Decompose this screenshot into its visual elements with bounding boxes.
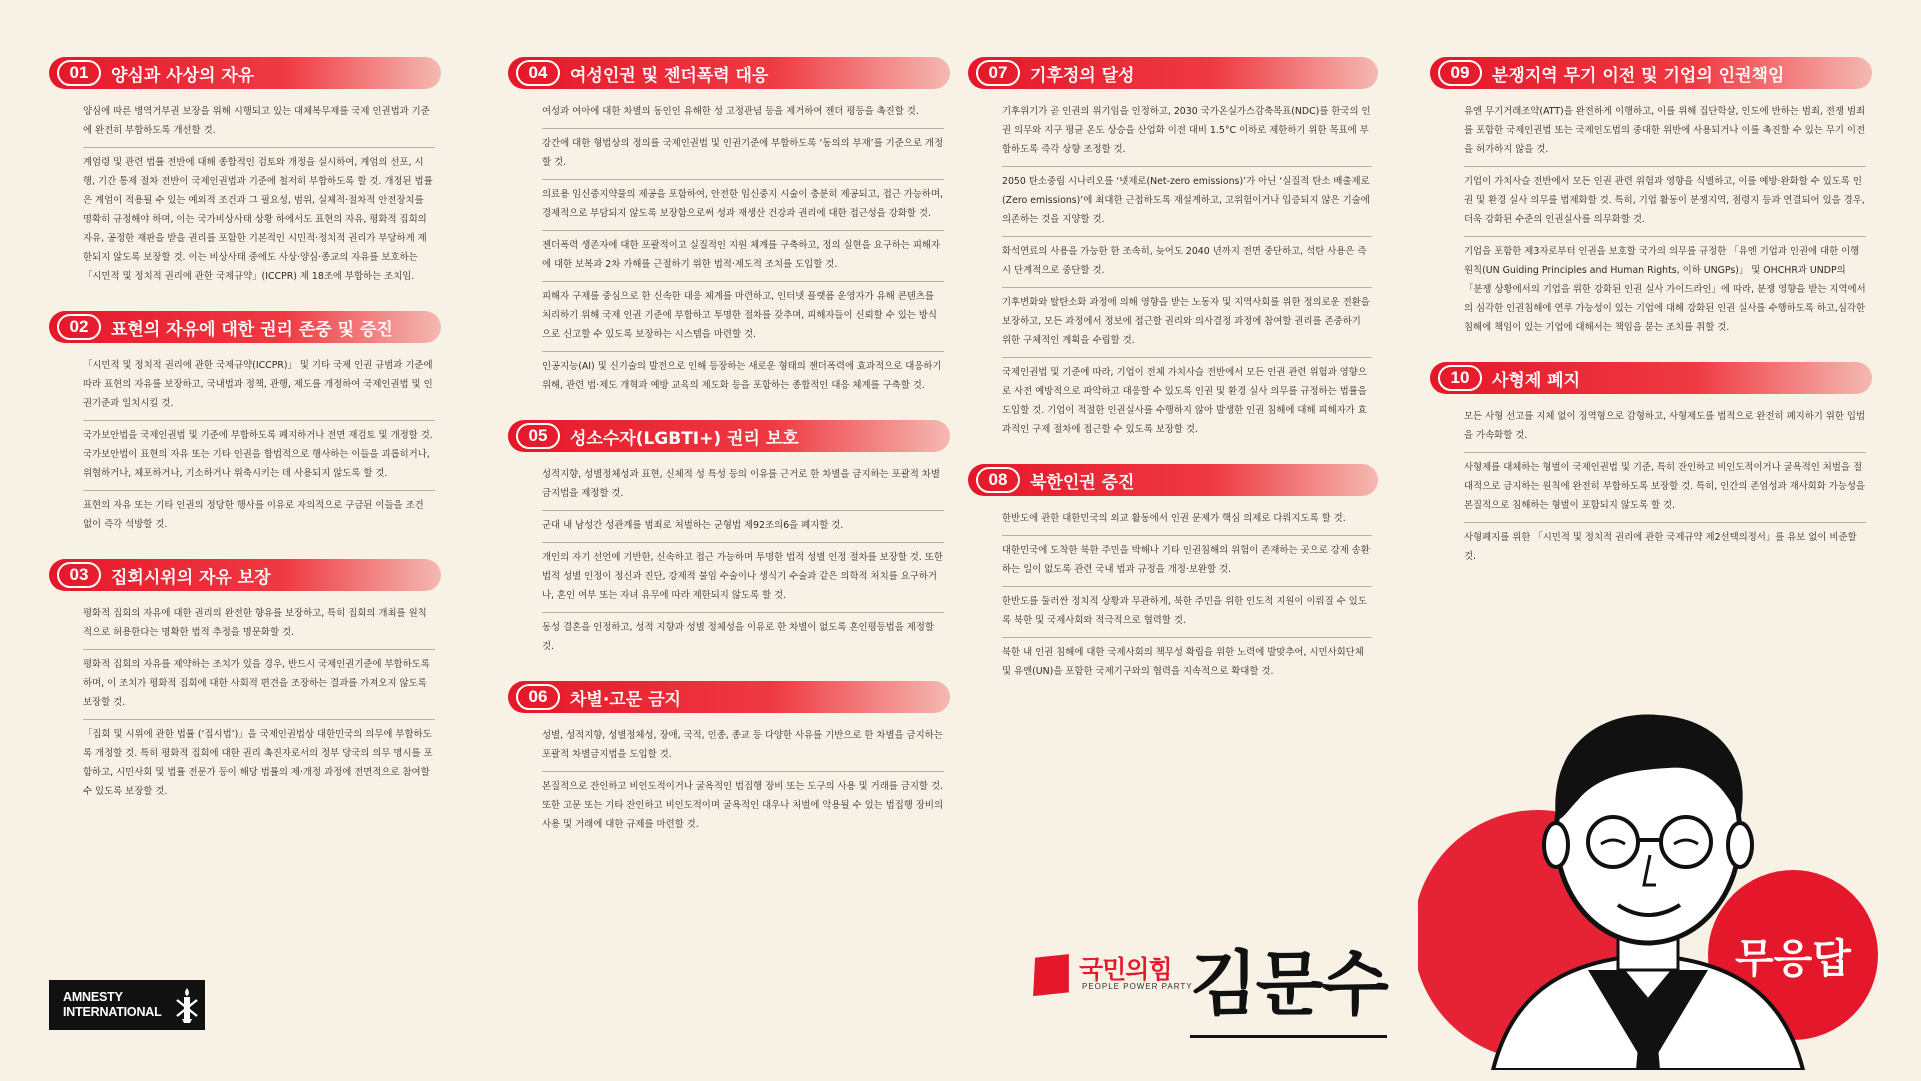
party-english-name: PEOPLE POWER PARTY — [1082, 982, 1193, 991]
section-01 — [49, 57, 441, 293]
pledge-item: 기업을 포함한 제3자로부터 인권을 보호할 국가의 의무를 규정한 「유엔 기업과 인권에 대한 이행 원칙(UN Guiding Principles and Human Rights, 이하 UNGPs)」 및 OHCHR과 UNDP의 「분쟁 상황에서의 기업을 위한 강화된 인권 실사 가이드라인」에 따라, 분쟁 영향을 받는 지역에서의 심각한 인권침해에 연루 가능성이 있는 기업에 대해 강화된 인권 실사를 수행하도록 하고,심각한 침해에 책임이 있는 기업에 대해서는 책임을 묻는 조치를 취할 것. — [1464, 246, 1866, 333]
section-header — [49, 311, 441, 343]
section-header — [49, 559, 441, 591]
section-items — [49, 97, 441, 293]
pledge-item: 북한 내 인권 침해에 대한 국제사회의 책무성 확립을 위한 노력에 발맞추어, 시민사회단체 및 유엔(UN)을 포함한 국제기구와의 협력을 지속적으로 확대할 것. — [1002, 647, 1364, 677]
pledge-item: 모든 사형 선고를 지체 없이 징역형으로 감형하고, 사형제도를 법적으로 완전히 폐지하기 위한 입법을 가속화할 것. — [1464, 402, 1866, 453]
section-title: 차별·고문 금지 — [570, 689, 681, 710]
pledge-item: 표현의 자유 또는 기타 인권의 정당한 행사를 이유로 자의적으로 구금된 이들을 조건 없이 즉각 석방할 것. — [83, 500, 424, 530]
pledge-item: 개인의 자기 선언에 기반한, 신속하고 접근 가능하며 투명한 법적 성별 인정 절차를 보장할 것. 또한 법적 성별 인정이 정신과 진단, 강제적 불임 수술이나 생식기 수술과 같은 의학적 처치를 요구하거나, 혼인 여부 또는 자녀 유무에 따라 제한되지 않도록 할 것. — [542, 543, 944, 613]
section-06 — [508, 681, 950, 841]
pledge-item: 양심에 따른 병역거부권 보장을 위해 시행되고 있는 대체복무제를 국제 인권법과 기준에 완전히 부합하도록 개선할 것. — [83, 97, 435, 148]
section-number: 02 — [57, 314, 101, 340]
amnesty-line2: INTERNATIONAL — [63, 1005, 162, 1019]
section-number: 09 — [1438, 60, 1482, 86]
candle-icon — [174, 986, 200, 1024]
section-header — [968, 464, 1378, 496]
section-title: 성소수자(LGBTI+) 권리 보호 — [570, 428, 799, 449]
section-items — [49, 351, 441, 541]
section-10 — [1430, 362, 1872, 573]
section-number: 10 — [1438, 365, 1482, 391]
pledge-item: 국제인권법 및 기준에 따라, 기업이 전체 가치사슬 전반에서 모든 인권 관련 위험과 영향으로 사전 예방적으로 파악하고 대응할 수 있도록 인권 및 환경 실사 의무를 규정하는 법률을 도입할 것. 기업이 적절한 인권실사를 수행하지 않아 발생한 인권 침해에 대해 피해자가 효과적인 구제 절차에 접근할 수 있도록 보장할 것. — [1002, 367, 1367, 435]
section-header — [968, 57, 1378, 89]
section-title: 사형제 폐지 — [1492, 370, 1581, 391]
pledge-item: 「시민적 및 정치적 권리에 관한 국제규약(ICCPR)」 및 기타 국제 인권 규범과 기준에 따라 표현의 자유를 보장하고, 국내법과 정책, 관행, 제도를 개정하여 국제인권법 및 인권기준과 일치시킬 것. — [83, 351, 435, 421]
pledge-item: 본질적으로 잔인하고 비인도적이거나 굴욕적인 법집행 장비 또는 도구의 사용 및 거래를 금지할 것. 또한 고문 또는 기타 잔인하고 비인도적이며 굴욕적인 대우나 처벌에 악용될 수 있는 법집행 장비의 사용 및 거래에 대한 규제를 마련할 것. — [542, 781, 943, 830]
section-header — [1430, 362, 1872, 394]
pledge-item: 성별, 성적지향, 성별정체성, 장애, 국적, 인종, 종교 등 다양한 사유를 기반으로 한 차별을 금지하는 포괄적 차별금지법을 도입할 것. — [542, 721, 944, 772]
section-title: 여성인권 및 젠더폭력 대응 — [570, 65, 769, 86]
section-title: 분쟁지역 무기 이전 및 기업의 인권책임 — [1492, 65, 1785, 86]
section-header — [508, 57, 950, 89]
pledge-item: 유엔 무기거래조약(ATT)을 완전하게 이행하고, 이를 위해 집단학살, 인도에 반하는 범죄, 전쟁 범죄를 포함한 국제인권법 또는 국제인도법의 중대한 위반에 사용되거나 이를 촉진할 수 있는 무기 이전을 허가하지 않을 것. — [1464, 97, 1866, 167]
pledge-item: 기업이 가치사슬 전반에서 모든 인권 관련 위험과 영향을 식별하고, 이를 예방·완화할 수 있도록 인권 및 환경 실사 의무를 법제화할 것. 특히, 기업 활동이 분쟁지역, 점령지 등과 연결되어 있을 경우, 더욱 강화된 수준의 인권실사를 의무화할 것. — [1464, 167, 1866, 237]
pledge-item: 의료용 임신중지약물의 제공을 포함하여, 안전한 임신중지 시술이 충분히 제공되고, 접근 가능하며, 경제적으로 부담되지 않도록 보장함으로써 성과 재생산 건강과 권리에 대한 접근성을 강화할 것. — [542, 180, 944, 231]
amnesty-logo — [49, 980, 205, 1030]
pledge-item: 평화적 집회의 자유를 제약하는 조치가 있을 경우, 반드시 국제인권기준에 부합하도록 하며, 이 조치가 평화적 집회에 대한 사회적 편견을 조장하는 결과를 가져오지 않도록 보장할 것. — [83, 650, 435, 720]
amnesty-line1: AMNESTY — [63, 990, 123, 1004]
section-08 — [968, 464, 1378, 688]
pledge-item: 대한민국에 도착한 북한 주민을 박해나 기타 인권침해의 위험이 존재하는 곳으로 강제 송환하는 일이 없도록 관련 국내 법과 규정을 개정·보완할 것. — [1002, 536, 1372, 587]
section-03 — [49, 559, 441, 808]
section-02 — [49, 311, 441, 541]
section-title: 집회시위의 자유 보장 — [111, 567, 271, 588]
party-name: 국민의힘 — [1079, 955, 1172, 984]
pledge-item: 피해자 구제를 중심으로 한 신속한 대응 체계를 마련하고, 인터넷 플랫폼 운영자가 유해 콘텐츠를 처리하기 위해 국제 인권 기준에 부합하고 투명한 절차를 갖추며, 피해자들이 신뢰할 수 있는 방식으로 신고할 수 있도록 보장하는 시스템을 마련할 것. — [542, 282, 944, 352]
section-header — [508, 420, 950, 452]
section-items — [968, 504, 1378, 688]
section-title: 표현의 자유에 대한 권리 존중 및 증진 — [111, 319, 393, 340]
section-title: 기후정의 달성 — [1030, 65, 1135, 86]
pledge-item: 성적지향, 성별정체성과 표현, 신체적 성 특성 등의 이유를 근거로 한 차별을 금지하는 포괄적 차별금지법을 제정할 것. — [542, 460, 944, 511]
pledge-item: 사형제를 대체하는 형벌이 국제인권법 및 기준, 특히 잔인하고 비인도적이거나 굴욕적인 처벌을 절대적으로 금지하는 원칙에 완전히 부합하도록 보장할 것. 특히, 인간의 존엄성과 재사회화 가능성을 본질적으로 침해하는 형벌이 포함되지 않도록 할 것. — [1464, 453, 1866, 523]
pledge-item: 기후변화와 탈탄소화 과정에 의해 영향을 받는 노동자 및 지역사회를 위한 정의로운 전환을 보장하고, 모든 과정에서 정보에 접근할 권리와 의사결정 과정에 참여할 권리를 존중하기 위한 구체적인 계획을 수립할 것. — [1002, 288, 1372, 358]
pledge-item: 평화적 집회의 자유에 대한 권리의 완전한 향유를 보장하고, 특히 집회의 개최를 원칙적으로 허용한다는 명확한 법적 추정을 명문화할 것. — [83, 599, 435, 650]
section-09 — [1430, 57, 1872, 344]
section-header — [508, 681, 950, 713]
column-1 — [49, 57, 441, 826]
section-items — [508, 97, 950, 402]
pledge-item: 화석연료의 사용을 가능한 한 조속히, 늦어도 2040 년까지 전면 중단하고, 석탄 사용은 즉시 단계적으로 중단할 것. — [1002, 237, 1372, 288]
candidate-name: 김문수 — [1190, 928, 1387, 1038]
pledge-item: 국가보안법을 국제인권법 및 기준에 부합하도록 폐지하거나 전면 재검토 및 개정할 것. 국가보안법이 표현의 자유 또는 기타 인권을 합법적으로 행사하는 이들을 괴롭히거나, 위협하거나, 체포하거나, 기소하거나 위축시키는 데 사용되지 않도록 할 것. — [83, 421, 435, 491]
section-number: 04 — [516, 60, 560, 86]
section-items — [1430, 97, 1872, 344]
section-title: 북한인권 증진 — [1030, 472, 1135, 493]
section-items — [1430, 402, 1872, 573]
pledge-item: 한반도에 관한 대한민국의 외교 활동에서 인권 문제가 핵심 의제로 다뤄지도록 할 것. — [1002, 504, 1372, 536]
pledge-item: 여성과 여아에 대한 차별의 동인인 유해한 성 고정관념 등을 제거하여 젠더 평등을 촉진할 것. — [542, 97, 944, 129]
pledge-item: 계엄령 및 관련 법률 전반에 대해 종합적인 검토와 개정을 실시하여, 계엄의 선포, 시행, 기간 통제 절차 전반이 국제인권법과 기준에 철저히 부합하도록 할 것. 개정된 법률은 계엄이 적용될 수 있는 예외적 조건과 그 필요성, 범위, 실체적·절차적 안전장치를 명확히 규정해야 하며, 이는 국가비상사태 상황 하에서도 표현의 자유, 평화적 집회의 자유, 공정한 재판을 받을 권리를 포함한 기본적인 시민적·정치적 권리가 부당하게 제한되지 않도록 보장할 것. 이는 비상사태 중에도 사상·양심·종교의 자유를 보호하는 「시민적 및 정치적 권리에 관한 국제규약」(ICCPR) 제 18조에 부합하는 조치임. — [83, 157, 433, 282]
section-header — [1430, 57, 1872, 89]
column-3 — [968, 57, 1378, 706]
pledge-item: 동성 결혼을 인정하고, 성적 지향과 성별 정체성을 이유로 한 차별이 없도록 혼인평등법을 제정할 것. — [542, 622, 934, 652]
pledge-item: 인공지능(AI) 및 신기술의 발전으로 인해 등장하는 새로운 형태의 젠더폭력에 효과적으로 대응하기 위해, 관련 법·제도 개혁과 예방 교육의 제도화 등을 포함하는 종합적인 대응 체계를 구축할 것. — [542, 361, 942, 391]
section-items — [968, 97, 1378, 446]
amnesty-wordmark — [63, 990, 162, 1020]
section-title: 양심과 사상의 자유 — [111, 65, 255, 86]
pledge-item: 젠더폭력 생존자에 대한 포괄적이고 실질적인 지원 체계를 구축하고, 정의 실현을 요구하는 피해자에 대한 보복과 2차 가해를 근절하기 위한 법적·제도적 조치를 도입할 것. — [542, 231, 944, 282]
section-number: 08 — [976, 467, 1020, 493]
pledge-item: 군대 내 남성간 성관계를 범죄로 처벌하는 군형법 제92조의6을 폐지할 것. — [542, 511, 944, 543]
pledge-item: 2050 탄소중립 시나리오를 ‘넷제로(Net-zero emissions)’가 아닌 ‘실질적 탄소 배출제로(Zero emissions)’에 최대한 근접하도록 재설계하고, 고위험이거나 입증되지 않은 기술에 의존하는 것을 지양할 것. — [1002, 167, 1372, 237]
section-header — [49, 57, 441, 89]
section-05 — [508, 420, 950, 663]
section-number: 03 — [57, 562, 101, 588]
section-07 — [968, 57, 1378, 446]
section-number: 05 — [516, 423, 560, 449]
section-number: 06 — [516, 684, 560, 710]
pledge-item: 「집회 및 시위에 관한 법률 (‘집시법’)」을 국제인권법상 대한민국의 의무에 부합하도록 개정할 것. 특히 평화적 집회에 대한 권리 촉진자로서의 정부 당국의 의무 명시를 포함하고, 시민사회 및 법률 전문가 등이 해당 법률의 제·개정 과정에 전면적으로 참여할 수 있도록 보장할 것. — [83, 729, 433, 797]
response-status-badge: 무응답 — [1735, 935, 1851, 982]
section-items — [508, 721, 950, 841]
pledge-item: 강간에 대한 형법상의 정의를 국제인권법 및 인권기준에 부합하도록 ‘동의의 부재’를 기준으로 개정할 것. — [542, 129, 944, 180]
column-4 — [1430, 57, 1872, 591]
section-number: 01 — [57, 60, 101, 86]
section-04 — [508, 57, 950, 402]
section-number: 07 — [976, 60, 1020, 86]
section-items — [508, 460, 950, 663]
pledge-item: 한반도를 둘러싼 정치적 상황과 무관하게, 북한 주민을 위한 인도적 지원이 이뤄질 수 있도록 북한 및 국제사회와 적극적으로 협력할 것. — [1002, 587, 1372, 638]
section-items — [49, 599, 441, 808]
pledge-item: 기후위기가 곧 인권의 위기임을 인정하고, 2030 국가온실가스감축목표(NDC)를 한국의 인권 의무와 지구 평균 온도 상승을 산업화 이전 대비 1.5°C 이하로 제한하기 위한 목표에 부합하도록 즉각 상향 조정할 것. — [1002, 97, 1372, 167]
party-logo-icon — [1027, 952, 1077, 998]
pledge-item: 사형폐지를 위한 「시민적 및 정치적 권리에 관한 국제규약 제2선택의정서」를 유보 없이 비준할 것. — [1464, 532, 1857, 562]
column-2 — [508, 57, 950, 859]
